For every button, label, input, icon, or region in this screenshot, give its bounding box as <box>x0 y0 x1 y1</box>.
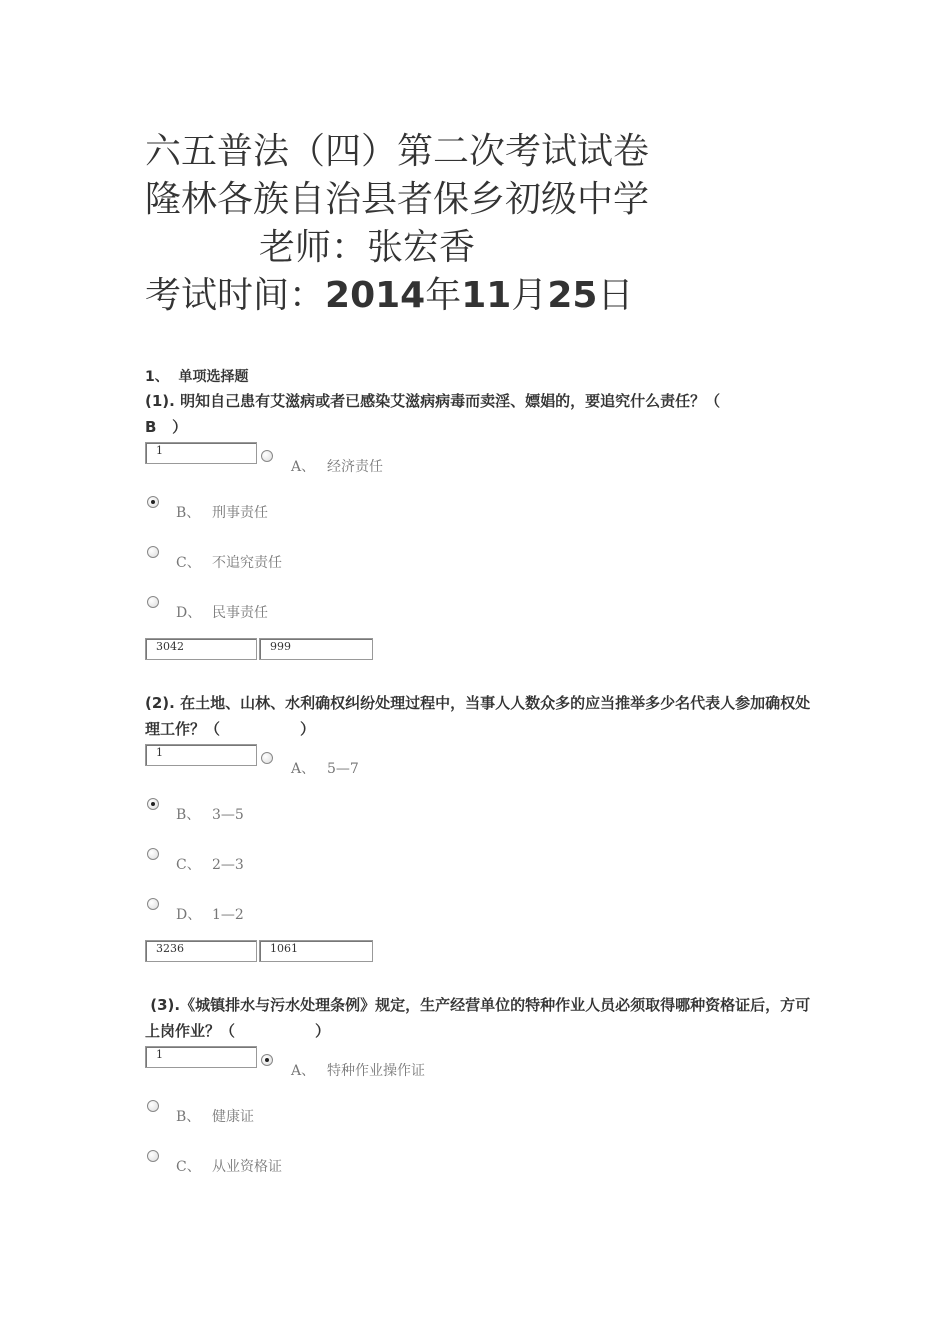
section-number: 1、 <box>145 369 169 385</box>
option-row <box>145 1044 825 1090</box>
option-d-radio[interactable] <box>147 596 159 608</box>
question-3 <box>145 992 825 1190</box>
option-row <box>145 536 825 586</box>
option-text: 刑事责任 <box>212 505 268 521</box>
option-row <box>145 788 825 838</box>
option-b-label <box>176 502 268 522</box>
exam-date <box>145 272 825 320</box>
option-row <box>145 1140 825 1190</box>
option-d-label <box>176 602 268 622</box>
exam-title: 六五普法（四）第二次考试试卷 <box>145 131 650 172</box>
question-3-number: (3). <box>150 996 181 1014</box>
question-2 <box>145 690 825 968</box>
question-1 <box>145 388 825 666</box>
question-2-number: (2). <box>145 694 175 712</box>
question-2-text <box>145 690 825 742</box>
option-text: 民事责任 <box>212 605 268 621</box>
option-row <box>145 1090 825 1140</box>
option-letter: A、 <box>291 459 316 475</box>
option-text: 1—2 <box>212 907 244 923</box>
option-letter: C、 <box>176 1159 201 1175</box>
stats-row <box>145 636 825 666</box>
option-c-label <box>176 854 244 874</box>
exam-day: 25 <box>547 275 598 316</box>
question-2-body: 在土地、山林、水利确权纠纷处理过程中，当事人人数众多的应当推举多少名代表人参加确权处理工作？（ <box>145 694 811 738</box>
option-letter: B、 <box>176 1109 201 1125</box>
exam-year-unit: 年 <box>425 275 462 316</box>
option-a-radio[interactable] <box>261 450 273 462</box>
option-letter: C、 <box>176 857 201 873</box>
option-text: 3—5 <box>212 807 244 823</box>
exam-page <box>145 128 825 1190</box>
option-c-label <box>176 552 282 572</box>
stat-input-a[interactable]: 3042 <box>145 638 257 660</box>
answer-input[interactable]: 1 <box>145 744 257 766</box>
question-3-close: ） <box>315 1022 331 1040</box>
option-row <box>145 888 825 938</box>
option-c-label <box>176 1156 282 1176</box>
option-b-radio[interactable] <box>147 798 159 810</box>
school-name: 隆林各族自治县者保乡初级中学 <box>145 179 650 220</box>
option-b-label <box>176 804 244 824</box>
option-letter: B、 <box>176 807 201 823</box>
option-row <box>145 838 825 888</box>
option-letter: A、 <box>291 1063 316 1079</box>
option-row <box>145 586 825 636</box>
option-c-radio[interactable] <box>147 546 159 558</box>
option-b-label <box>176 1106 254 1126</box>
option-row <box>145 440 825 486</box>
option-text: 5—7 <box>327 761 359 777</box>
option-d-radio[interactable] <box>147 898 159 910</box>
question-1-answer: B <box>145 418 157 436</box>
option-a-label <box>291 456 383 476</box>
option-letter: D、 <box>176 605 202 621</box>
option-letter: D、 <box>176 907 202 923</box>
stats-row <box>145 938 825 968</box>
option-b-radio[interactable] <box>147 1100 159 1112</box>
answer-input[interactable]: 1 <box>145 1046 257 1068</box>
option-text: 经济责任 <box>327 459 383 475</box>
question-1-body: 明知自己患有艾滋病或者已感染艾滋病病毒而卖淫、嫖娼的，要追究什么责任？（ <box>180 392 721 410</box>
option-letter: B、 <box>176 505 201 521</box>
stat-input-a[interactable]: 3236 <box>145 940 257 962</box>
option-c-radio[interactable] <box>147 848 159 860</box>
exam-day-unit: 日 <box>597 275 634 316</box>
question-2-close: ） <box>300 720 316 738</box>
question-1-text <box>145 388 825 440</box>
exam-year: 2014 <box>325 275 426 316</box>
option-a-label <box>291 758 359 778</box>
exam-date-prefix: 考试时间： <box>145 275 326 316</box>
stat-input-b[interactable]: 1061 <box>259 940 373 962</box>
teacher-name: 老师：张宏香 <box>259 227 476 268</box>
section-title: 单项选择题 <box>178 369 249 385</box>
answer-input[interactable]: 1 <box>145 442 257 464</box>
stat-input-b[interactable]: 999 <box>259 638 373 660</box>
section-heading <box>145 366 825 386</box>
option-text: 健康证 <box>212 1109 254 1125</box>
question-1-close: ） <box>172 418 188 436</box>
option-a-radio[interactable] <box>261 1054 273 1066</box>
option-letter: A、 <box>291 761 316 777</box>
option-text: 2—3 <box>212 857 244 873</box>
option-a-radio[interactable] <box>261 752 273 764</box>
option-b-radio[interactable] <box>147 496 159 508</box>
option-letter: C、 <box>176 555 201 571</box>
exam-month: 11 <box>461 275 512 316</box>
option-text: 特种作业操作证 <box>327 1063 425 1079</box>
option-c-radio[interactable] <box>147 1150 159 1162</box>
option-row <box>145 486 825 536</box>
question-1-number: (1). <box>145 392 175 410</box>
option-d-label <box>176 904 244 924</box>
question-3-text <box>145 992 825 1044</box>
option-a-label <box>291 1060 425 1080</box>
option-row <box>145 742 825 788</box>
option-text: 从业资格证 <box>212 1159 282 1175</box>
question-3-body: 《城镇排水与污水处理条例》规定，生产经营单位的特种作业人员必须取得哪种资格证后，方可上岗作业？（ <box>145 996 811 1040</box>
option-text: 不追究责任 <box>212 555 282 571</box>
exam-month-unit: 月 <box>511 275 548 316</box>
